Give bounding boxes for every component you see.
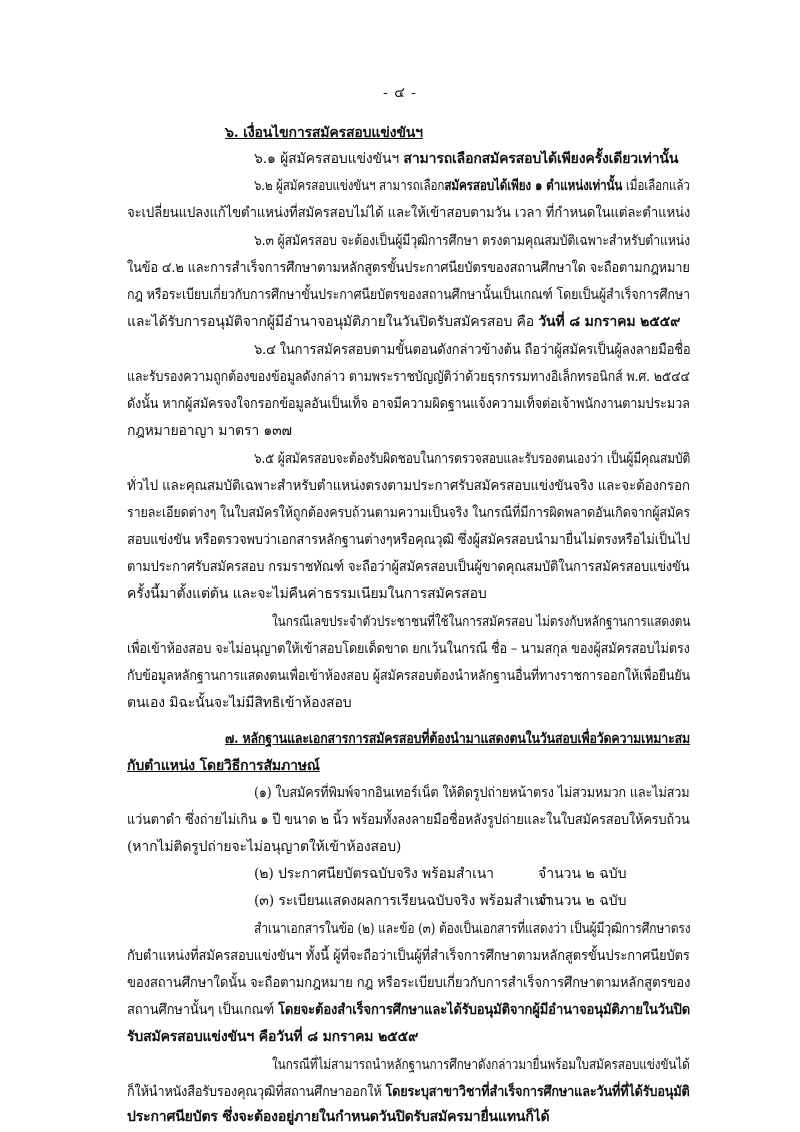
id-note-line: เพื่อเข้าห้องสอบ จะไม่อนุญาตให้เข้าสอบโดยเด็ดขาด ยกเว้นในกรณี ชื่อ – นามสกุล ของผู้สมัครสอบไม่ตรง [127, 641, 690, 657]
copy-note-line: ของสถานศึกษาใดนั้น จะถือตามกฎหมาย กฎ หรือระเบียบเกี่ยวกับการสำเร็จการศึกษาตามหลักสูตรของ [127, 975, 691, 991]
copy-note-line: กับตำแหน่งที่สมัครสอบแข่งขันฯ ทั้งนี้ ผู้ที่จะถือว่าเป็นผู้ที่สำเร็จการศึกษาตามหลักสูตรขั้นประกาศนียบัตร [127, 948, 690, 964]
clause-6-4-line: ๖.๔ ในการสมัครสอบตามขั้นตอนดังกล่าวข้างต้น ถือว่าผู้สมัครเป็นผู้ลงลายมือชื่อ [254, 342, 691, 358]
id-note-line: ตนเอง มิฉะนั้นจะไม่มีสิทธิเข้าห้องสอบ [127, 695, 352, 711]
item-2: (๒) ประกาศนียบัตรฉบับจริง พร้อมสำเนา [254, 866, 494, 882]
item-3-count: จำนวน ๒ ฉบับ [538, 893, 627, 909]
clause-6-5-line: ทั่วไป และคุณสมบัติเฉพาะสำหรับตำแหน่งตรงตามประกาศรับสมัครสอบแข่งขันจริง และจะต้องกรอก [127, 478, 690, 494]
section-6-heading: ๖. เงื่อนไขการสมัครสอบแข่งขันฯ [225, 125, 423, 141]
clause-6-2-line: จะเปลี่ยนแปลงแก้ไขตำแหน่งที่สมัครสอบไม่ได้ และให้เข้าสอบตามวัน เวลา ที่กำหนดในแต่ละตำแหน่ง [127, 205, 691, 221]
copy-note-line: สถานศึกษานั้นๆ เป็นเกณฑ์ โดยจะต้องสำเร็จการศึกษาและได้รับอนุมัติจากผู้มีอำนาจอนุมัติภายในวันปิด [127, 1002, 691, 1018]
copy-note-line: รับสมัครสอบแข่งขันฯ คือวันที่ ๘ มกราคม ๒๕๕๙ [127, 1029, 419, 1045]
cert-note-line: ประกาศนียบัตร ซึ่งจะต้องอยู่ภายในกำหนดวันปิดรับสมัครมายื่นแทนก็ได้ [127, 1109, 550, 1125]
item-1-line: (๑) ใบสมัครที่พิมพ์จากอินเทอร์เน็ต ให้ติดรูปถ่ายหน้าตรง ไม่สวมหมวก และไม่สวม [254, 785, 690, 801]
item-1-line: แว่นตาดำ ซึ่งถ่ายไม่เกิน ๑ ปี ขนาด ๒ นิ้ว พร้อมทั้งลงลายมือชื่อหลังรูปถ่ายและในใบสมัครสอบให้ครบถ้วน [127, 812, 690, 828]
id-note-line: กับข้อมูลหลักฐานการแสดงตนเพื่อเข้าห้องสอบ ผู้สมัครสอบต้องนำหลักฐานอื่นที่ทางราชการออกให้เพื่อยืนยัน [127, 668, 690, 684]
clause-6-3-line: และได้รับการอนุมัติจากผู้มีอำนาจอนุมัติภายในวันปิดรับสมัครสอบ คือ วันที่ ๘ มกราคม ๒๕๕๙ [127, 314, 681, 330]
item-3: (๓) ระเบียนแสดงผลการเรียนฉบับจริง พร้อมสำเนา [254, 893, 552, 909]
copy-note-line: สำเนาเอกสารในข้อ (๒) และข้อ (๓) ต้องเป็นเอกสารที่แสดงว่า เป็นผู้มีวุฒิการศึกษาตรง [254, 921, 691, 937]
clause-6-3-line: ในข้อ ๔.๒ และการสำเร็จการศึกษาตามหลักสูตรขั้นประกาศนียบัตรของสถานศึกษาใด จะถือตามกฎหมาย [127, 260, 690, 276]
clause-6-1: ๖.๑ ผู้สมัครสอบแข่งขันฯ สามารถเลือกสมัครสอบได้เพียงครั้งเดียวเท่านั้น [254, 151, 679, 167]
clause-6-4-line: ดังนั้น หากผู้สมัครจงใจกรอกข้อมูลอันเป็นเท็จ อาจมีความผิดฐานแจ้งความเท็จต่อเจ้าพนักงานตามประมวล [127, 396, 690, 412]
clause-6-4-line: และรับรองความถูกต้องของข้อมูลดังกล่าว ตามพระราชบัญญัติว่าด้วยธุรกรรมทางอิเล็กทรอนิกส์ พ.ศ. ๒๕๔๔ [127, 369, 690, 385]
item-2-count: จำนวน ๒ ฉบับ [538, 866, 627, 882]
page-number: - ๔ - [383, 85, 417, 101]
clause-6-3-line: กฎ หรือระเบียบเกี่ยวกับการศึกษาขั้นประกาศนียบัตรของสถานศึกษานั้นเป็นเกณฑ์ โดยเป็นผู้สำเร็จการศึกษา [127, 287, 690, 303]
clause-6-3-line: ๖.๓ ผู้สมัครสอบ จะต้องเป็นผู้มีวุฒิการศึกษา ตรงตามคุณสมบัติเฉพาะสำหรับตำแหน่ง [254, 233, 690, 249]
clause-6-5-line: ครั้งนี้มาตั้งแต่ต้น และจะไม่คืนค่าธรรมเนียมในการสมัครสอบ [127, 586, 487, 602]
clause-6-2-line: ๖.๒ ผู้สมัครสอบแข่งขันฯ สามารถเลือกสมัครสอบได้เพียง ๑ ตำแหน่งเท่านั้น เมื่อเลือกแล้ว [254, 178, 690, 194]
item-1-line: (หากไม่ติดรูปถ่ายจะไม่อนุญาตให้เข้าห้องสอบ) [127, 839, 402, 855]
clause-6-5-line: ๖.๕ ผู้สมัครสอบจะต้องรับผิดชอบในการตรวจสอบและรับรองตนเองว่า เป็นผู้มีคุณสมบัติ [254, 451, 691, 467]
section-7-heading: ๗. หลักฐานและเอกสารการสมัครสอบที่ต้องนำมาแสดงตนในวันสอบเพื่อวัดความเหมาะสม [225, 731, 690, 747]
cert-note-line: ก็ให้นำหนังสือรับรองคุณวุฒิที่สถานศึกษาออกให้ โดยระบุสาขาวิชาที่สำเร็จการศึกษาและวันที่ที่ได้รับอนุมัติ [127, 1084, 690, 1100]
section-7-heading: กับตำแหน่ง โดยวิธีการสัมภาษณ์ [127, 758, 320, 774]
clause-6-5-line: รายละเอียดต่างๆ ในใบสมัครให้ถูกต้องครบถ้วนตามความเป็นจริง ในกรณีที่มีการผิดพลาดอันเกิดจากผู้สมัคร [127, 505, 690, 521]
clause-6-4-line: กฎหมายอาญา มาตรา ๑๓๗ [127, 423, 292, 439]
clause-6-5-line: สอบแข่งขัน หรือตรวจพบว่าเอกสารหลักฐานต่างๆหรือคุณวุฒิ ซึ่งผู้สมัครสอบนำมายื่นไม่ตรงหรือไม่เป็นไป [127, 532, 690, 548]
clause-6-5-line: ตามประกาศรับสมัครสอบ กรมราชทัณฑ์ จะถือว่าผู้สมัครสอบเป็นผู้ขาดคุณสมบัติในการสมัครสอบแข่งขัน [127, 559, 690, 575]
id-note-line: ในกรณีเลขประจำตัวประชาชนที่ใช้ในการสมัครสอบ ไม่ตรงกับหลักฐานการแสดงตน [272, 614, 691, 630]
cert-note-line: ในกรณีที่ไม่สามารถนำหลักฐานการศึกษาดังกล่าวมายื่นพร้อมใบสมัครสอบแข่งขันได้ [272, 1057, 690, 1073]
